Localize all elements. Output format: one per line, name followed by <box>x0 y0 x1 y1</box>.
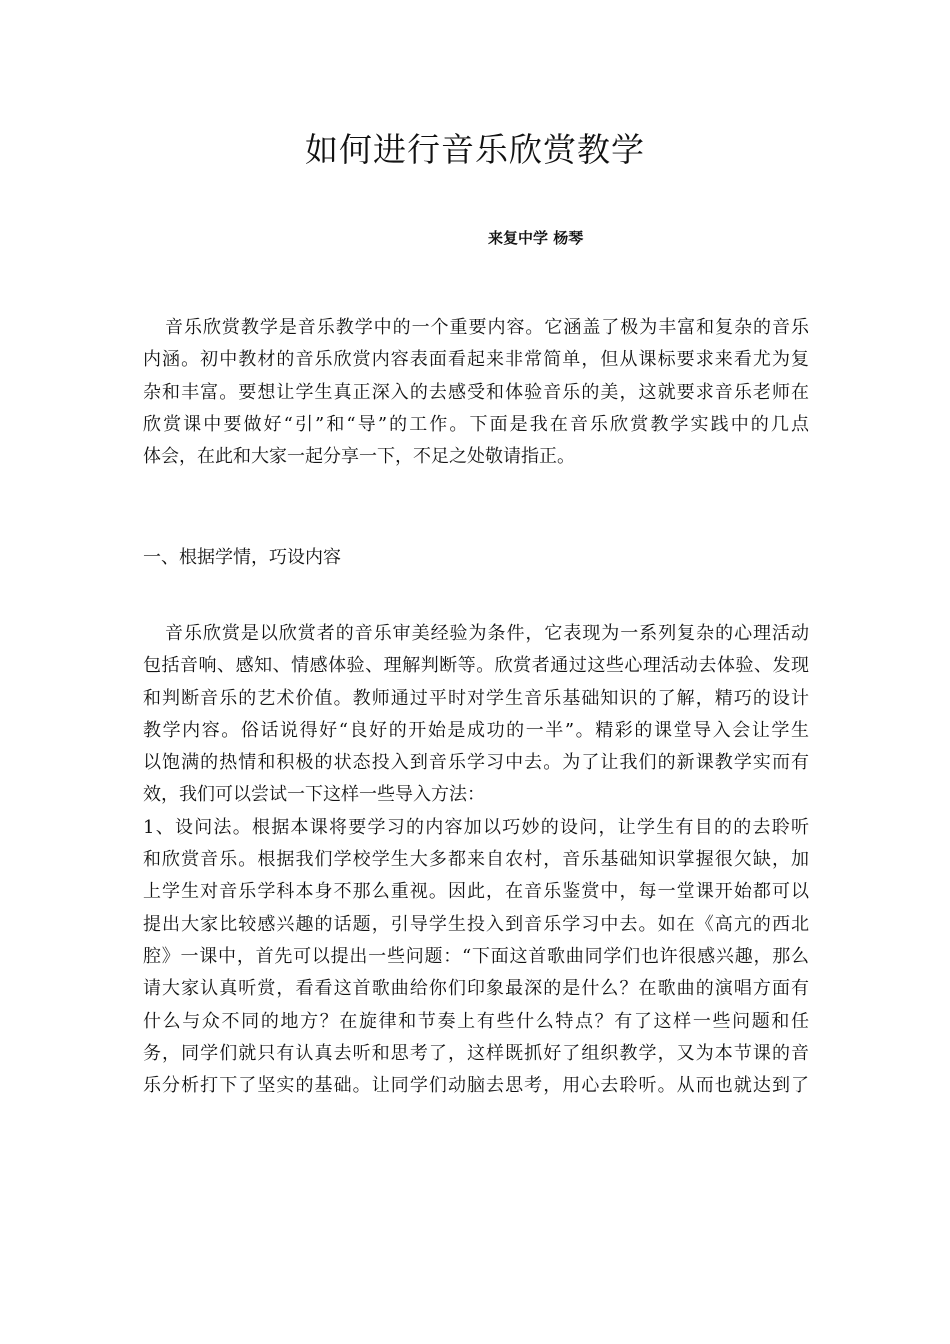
list-item-line: 提出大家比较感兴趣的话题，引导学生投入到音乐学习中去。如在《高亢的西北 <box>143 913 809 935</box>
list-item-line: 上学生对音乐学科本身不那么重视。因此，在音乐鉴赏中，每一堂课开始都可以 <box>143 881 809 903</box>
text-line: 欣赏课中要做好“引”和“导”的工作。下面是我在音乐欣赏教学实践中的几点 <box>143 413 809 435</box>
text-line: 教学内容。俗话说得好“良好的开始是成功的一半”。精彩的课堂导入会让学生 <box>143 719 809 741</box>
text-line: 以饱满的热情和积极的状态投入到音乐学习中去。为了让我们的新课教学实而有 <box>143 752 809 774</box>
text-line: 音乐欣赏是以欣赏者的音乐审美经验为条件，它表现为一系列复杂的心理活动 <box>165 623 809 644</box>
intro-paragraph <box>143 312 809 473</box>
section-heading <box>143 542 809 574</box>
author-line: 来复中学 杨琴 <box>488 229 584 247</box>
list-item-line: 和欣赏音乐。根据我们学校学生大多都来自农村，音乐基础知识掌握很欠缺，加 <box>143 849 809 871</box>
list-item-line: 1、设问法。根据本课将要学习的内容加以巧妙的设问，让学生有目的的去聆听 <box>143 816 809 838</box>
text-line: 包括音响、感知、情感体验、理解判断等。欣赏者通过这些心理活动去体验、发现 <box>143 655 809 677</box>
text-line: 音乐欣赏教学是音乐教学中的一个重要内容。它涵盖了极为丰富和复杂的音乐 <box>165 317 809 338</box>
text-line: 内涵。初中教材的音乐欣赏内容表面看起来非常简单，但从课标要求来看尤为复 <box>143 349 809 371</box>
list-item-line: 请大家认真听赏，看看这首歌曲给你们印象最深的是什么？在歌曲的演唱方面有 <box>143 978 809 1000</box>
section-heading-text: 一、根据学情，巧设内容 <box>143 547 341 568</box>
list-item-line: 务，同学们就只有认真去听和思考了，这样既抓好了组织教学，又为本节课的音 <box>143 1042 809 1064</box>
text-line: 杂和丰富。要想让学生真正深入的去感受和体验音乐的美，这就要求音乐老师在 <box>143 381 809 403</box>
list-item-line: 什么与众不同的地方？在旋律和节奏上有些什么特点？有了这样一些问题和任 <box>143 1010 809 1032</box>
text-line: 体会，在此和大家一起分享一下，不足之处敬请指正。 <box>143 446 575 468</box>
section-body <box>143 618 809 1102</box>
document-title: 如何进行音乐欣赏教学 <box>305 130 645 169</box>
text-line: 和判断音乐的艺术价值。教师通过平时对学生音乐基础知识的了解，精巧的设计 <box>143 687 809 709</box>
list-item-line: 腔》一课中，首先可以提出一些问题：“下面这首歌曲同学们也许很感兴趣，那么 <box>143 945 809 967</box>
list-item-line: 乐分析打下了坚实的基础。让同学们动脑去思考，用心去聆听。从而也就达到了 <box>143 1075 809 1097</box>
text-line: 效，我们可以尝试一下这样一些导入方法： <box>143 784 485 806</box>
